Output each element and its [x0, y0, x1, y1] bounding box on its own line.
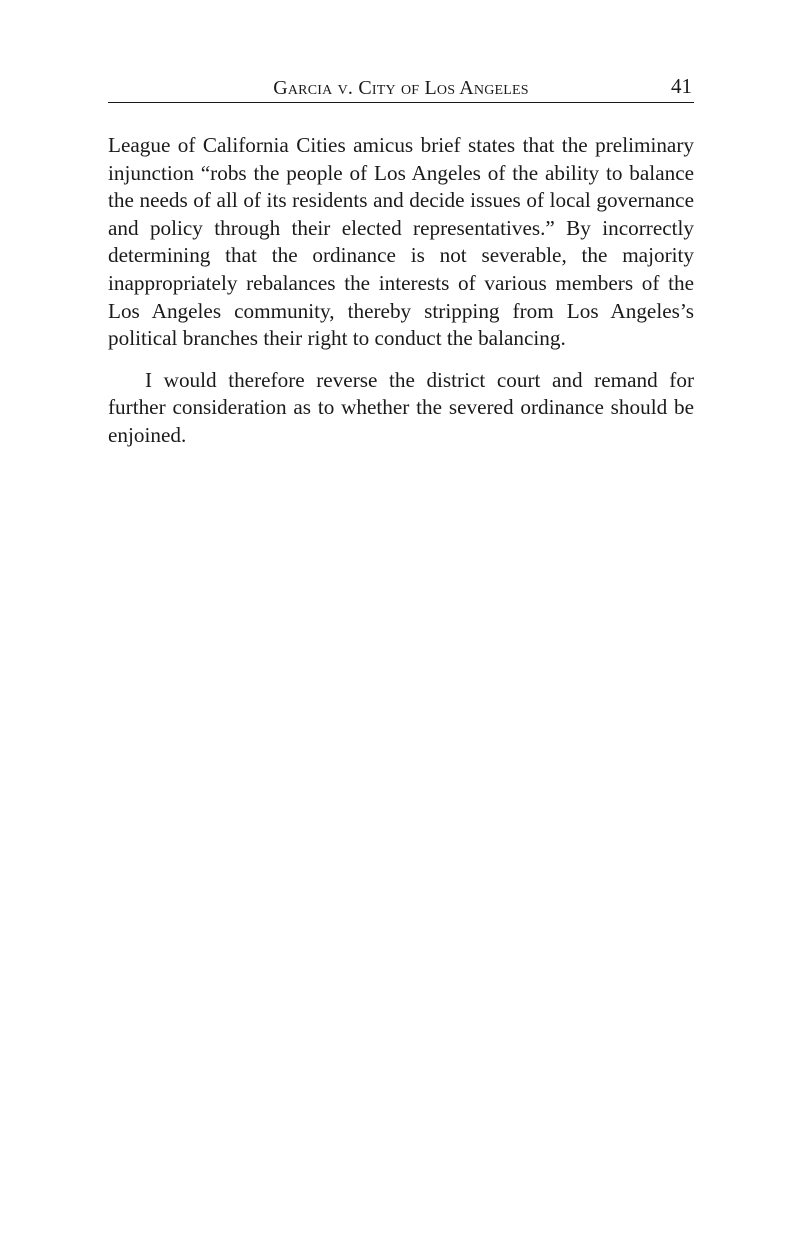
paragraph-continuation: League of California Cities amicus brief states that the preliminary injunction “robs the people of Los Angeles of the ability to balance the needs of all of its residents and decide issues of local governance and policy through their elected representatives.” By incorrectly determining that the ordinance is not severable, the majority inappropriately rebalances the interests of various members of the Los Angeles community, thereby stripping from Los Angeles’s political branches their right to conduct the balancing. — [108, 133, 694, 351]
opinion-body — [108, 132, 694, 450]
case-title: Garcia v. City of Los Angeles — [273, 77, 529, 99]
running-header — [108, 74, 694, 103]
document-page — [108, 74, 694, 450]
paragraph-conclusion: I would therefore reverse the district court and remand for further consideration as to whether the severed ordinance should be enjoined. — [108, 367, 694, 447]
page-number: 41 — [671, 74, 692, 98]
